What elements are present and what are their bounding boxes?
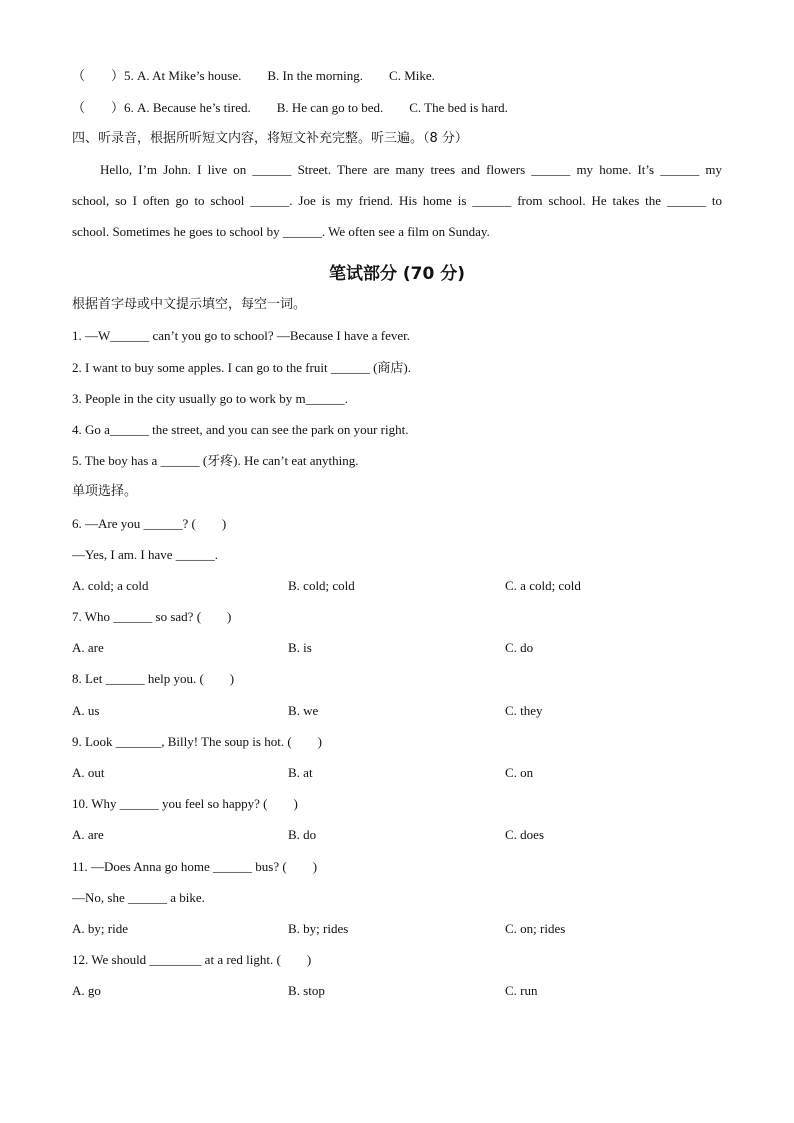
- section4-heading: 四、听录音，根据所听短文内容，将短文补充完整。听三遍。（8 分）: [72, 131, 468, 146]
- written-part-title: 笔试部分 (70 分): [328, 264, 466, 284]
- option-c: C. does: [505, 827, 544, 842]
- choice-heading: 单项选择。: [72, 484, 138, 499]
- choice-question-12-options: [72, 983, 722, 999]
- option-b: B. do: [288, 827, 317, 842]
- option-c: C. run: [505, 983, 538, 998]
- listening-question-6: （ ）6. A. Because he’s tired. B. He can go to bed. C. The bed is hard.: [72, 100, 508, 115]
- choice-question-11-stem-reply: —No, she ______ a bike.: [72, 890, 205, 905]
- choice-question-11-options: [72, 921, 722, 937]
- choice-question-12-stem: 12. We should ________ at a red light. ( ): [72, 952, 312, 967]
- fill-question-5: 5. The boy has a ______ (牙疼). He can’t eat anything.: [72, 453, 359, 468]
- choice-question-9-options: [72, 765, 722, 781]
- choice-question-6-options: [72, 578, 722, 594]
- fill-question-3: 3. People in the city usually go to work by m______.: [72, 391, 348, 406]
- option-b: B. we: [288, 703, 319, 718]
- choice-question-10-options: [72, 827, 722, 843]
- fill-question-4: 4. Go a______ the street, and you can see the park on your right.: [72, 422, 409, 437]
- fill-instruction: 根据首字母或中文提示填空，每空一词。: [72, 297, 307, 312]
- choice-question-11-stem: 11. —Does Anna go home ______ bus? ( ): [72, 859, 318, 874]
- option-b: B. is: [288, 640, 312, 655]
- option-c: C. on; rides: [505, 921, 566, 936]
- option-b: B. stop: [288, 983, 325, 998]
- choice-question-10-stem: 10. Why ______ you feel so happy? ( ): [72, 796, 298, 811]
- option-a: A. are: [72, 827, 104, 842]
- option-a: A. cold; a cold: [72, 578, 149, 593]
- choice-question-6-stem-reply: —Yes, I am. I have ______.: [72, 547, 218, 562]
- choice-question-6-stem: 6. —Are you ______? ( ): [72, 516, 227, 531]
- fill-question-1: 1. —W______ can’t you go to school? —Because I have a fever.: [72, 328, 411, 343]
- passage-line-3: school. Sometimes he goes to school by ______. We often see a film on Sunday.: [72, 224, 490, 239]
- option-a: A. are: [72, 640, 104, 655]
- option-c: C. do: [505, 640, 534, 655]
- choice-question-8-stem: 8. Let ______ help you. ( ): [72, 671, 235, 686]
- listening-question-5: （ ）5. A. At Mike’s house. B. In the morning. C. Mike.: [72, 68, 435, 83]
- option-a: A. by; ride: [72, 921, 128, 936]
- option-b: B. by; rides: [288, 921, 349, 936]
- option-a: A. go: [72, 983, 101, 998]
- fill-question-2: 2. I want to buy some apples. I can go to the fruit ______ (商店).: [72, 360, 412, 375]
- option-b: B. cold; cold: [288, 578, 355, 593]
- option-c: C. on: [505, 765, 534, 780]
- option-c: C. a cold; cold: [505, 578, 581, 593]
- option-a: A. out: [72, 765, 105, 780]
- option-b: B. at: [288, 765, 313, 780]
- passage-line-2: school, so I often go to school ______. Joe is my friend. His home is ______ from school. He takes the ______ to: [72, 193, 722, 208]
- option-c: C. they: [505, 703, 543, 718]
- option-a: A. us: [72, 703, 100, 718]
- choice-question-9-stem: 9. Look _______, Billy! The soup is hot. ( ): [72, 734, 323, 749]
- choice-question-7-stem: 7. Who ______ so sad? ( ): [72, 609, 232, 624]
- passage-line-1: Hello, I’m John. I live on ______ Street. There are many trees and flowers ______ my home. It’s ______ my: [100, 162, 722, 177]
- choice-question-7-options: [72, 640, 722, 656]
- choice-question-8-options: [72, 703, 722, 719]
